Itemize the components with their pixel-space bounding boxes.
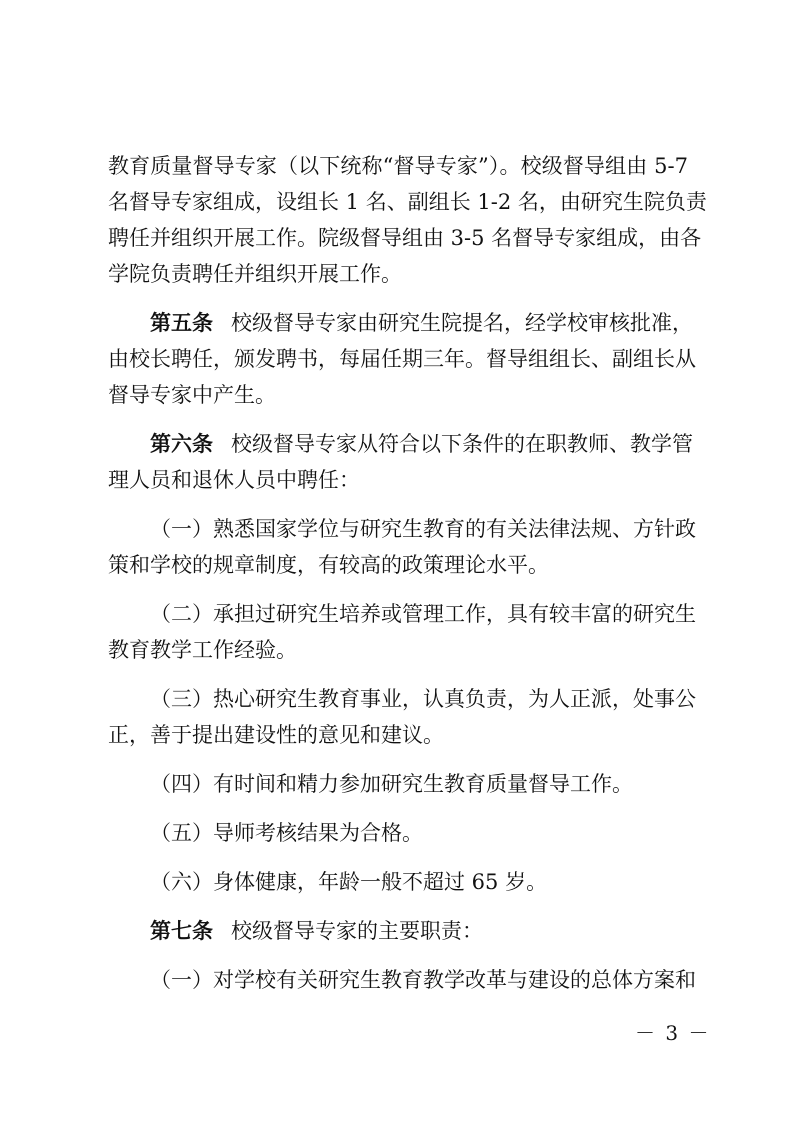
text-line: 名督导专家组成，设组长 1 名、副组长 1-2 名，由研究生院负责	[108, 190, 707, 214]
list-item	[108, 766, 688, 802]
text-line	[108, 426, 693, 462]
list-item	[108, 511, 696, 583]
text-line: 由校长聘任，颁发聘书，每届任期三年。督导组组长、副组长从	[108, 347, 696, 371]
article-6-text: 校级督导专家从符合以下条件的在职教师、教学管	[231, 432, 693, 456]
list-item	[108, 681, 696, 753]
text-line: 督导专家中产生。	[108, 383, 276, 407]
text-line: （一）对学校有关研究生教育教学改革与建设的总体方案和	[150, 968, 696, 992]
list-item	[108, 962, 696, 998]
document-body	[108, 148, 707, 1011]
text-line: 理人员和退休人员中聘任：	[108, 468, 360, 492]
article-6-paragraph	[108, 426, 693, 498]
list-item	[108, 864, 688, 900]
text-line: （四）有时间和精力参加研究生教育质量督导工作。	[150, 772, 633, 796]
text-line: （六）身体健康，年龄一般不超过 65 岁。	[150, 870, 548, 894]
article-7-text: 校级督导专家的主要职责：	[231, 919, 483, 943]
text-line: （二）承担过研究生培养或管理工作，具有较丰富的研究生	[150, 602, 696, 626]
text-line: （五）导师考核结果为合格。	[150, 821, 423, 845]
text-line: （一）熟悉国家学位与研究生教育的有关法律法规、方针政	[150, 517, 696, 541]
text-line: 正，善于提出建设性的意见和建议。	[108, 723, 444, 747]
text-line: 聘任并组织开展工作。院级督导组由 3-5 名督导专家组成，由各	[108, 226, 702, 250]
article-5-heading: 第五条	[150, 311, 213, 335]
text-line: （三）热心研究生教育事业，认真负责，为人正派，处事公	[150, 687, 696, 711]
page-number: － 3 －	[635, 1021, 711, 1045]
article-5-text: 校级督导专家由研究生院提名，经学校审核批准，	[231, 311, 693, 335]
text-line: 策和学校的规章制度，有较高的政策理论水平。	[108, 553, 549, 577]
article-6-heading: 第六条	[150, 432, 213, 456]
article-7-paragraph	[108, 913, 688, 949]
paragraph-continuation	[108, 148, 707, 292]
list-item	[108, 596, 696, 668]
text-line: 教育教学工作经验。	[108, 638, 297, 662]
text-line	[108, 913, 688, 949]
list-item	[108, 815, 688, 851]
article-5-paragraph	[108, 305, 696, 413]
text-line: 教育质量督导专家（以下统称“督导专家”）。校级督导组由 5-7	[108, 154, 688, 178]
article-7-heading: 第七条	[150, 919, 213, 943]
text-line	[108, 305, 693, 341]
text-line: 学院负责聘任并组织开展工作。	[108, 262, 402, 286]
